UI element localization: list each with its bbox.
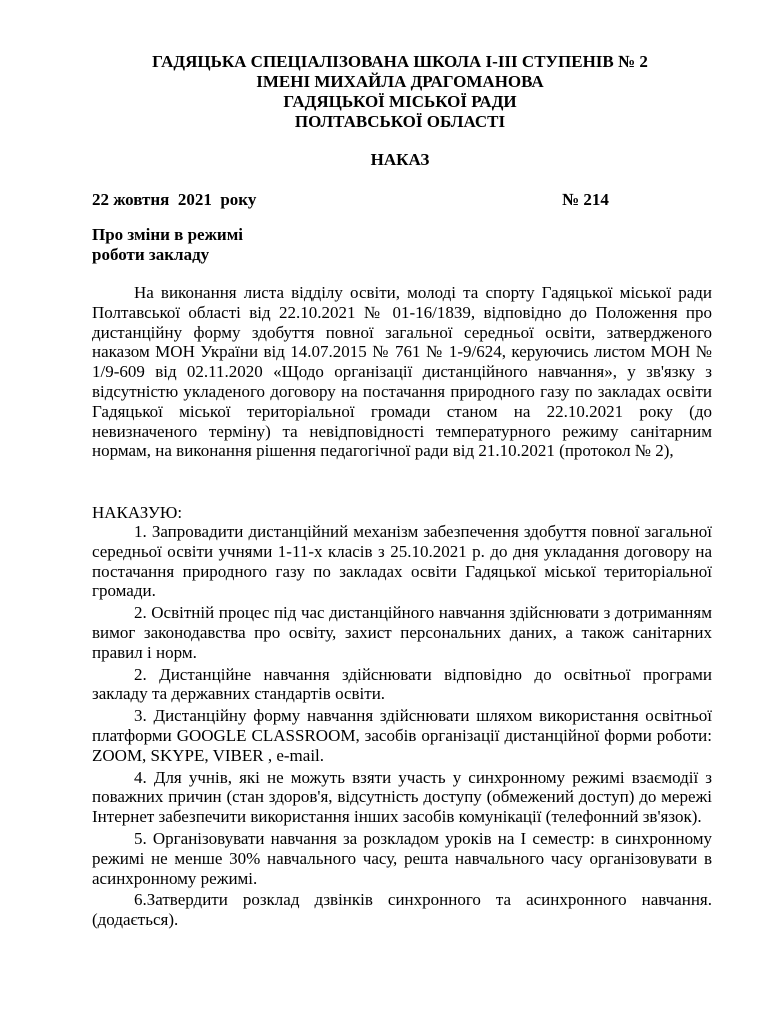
header-line-school: ГАДЯЦЬКА СПЕЦІАЛІЗОВАНА ШКОЛА І-ІІІ СТУПЕНІВ № 2 — [152, 52, 648, 71]
subject-line-1: Про зміни в режимі — [92, 225, 244, 244]
order-item: 1. Запровадити дистанційний механізм забезпечення здобуття повної загальної середньої освіти учнями 1-11-х класів з 25.10.2021 р. до дня укладання договору на постачання природного газу по закладах освіти Гадяцької міської територіальної громади. — [92, 522, 712, 601]
header-line-named-after: ІМЕНІ МИХАЙЛА ДРАГОМАНОВА — [256, 72, 544, 91]
order-label: НАКАЗУЮ: — [92, 503, 183, 522]
order-item: 6.Затвердити розклад дзвінків синхронного та асинхронного навчання. (додається). — [92, 890, 712, 930]
order-date: 22 жовтня 2021 року — [92, 190, 257, 209]
preamble-section — [92, 283, 712, 461]
order-item: 3. Дистанційну форму навчання здійснювати шляхом використання освітньої платформи GOOGLE CLASSROOM, засобів організації дистанційної форми роботи: ZOOM, SKYPE, VIBER , e-mail. — [92, 706, 712, 765]
order-item: 5. Організовувати навчання за розкладом уроків на І семестр: в синхронному режимі не менше 30% навчального часу, решта навчального часу організовувати в асинхронному режимі. — [92, 828, 712, 888]
preamble-paragraph: На виконання листа відділу освіти, молоді та спорту Гадяцької міської ради Полтавської області від 22.10.2021 № 01-16/1839, відповідно до Положення про дистанційну форму здобуття повної загальної середньої освіти, затвердженого наказом МОН України від 14.07.2015 № 761 № 1-9/624, керуючись листом МОН № 1/9-609 від 02.11.2020 «Щодо організації дистанційного навчання», у зв'язку з відсутністю укладеного договору на постачання природного газу по закладах освіти Гадяцької міської територіальної громади станом на 22.10.2021 року (до невизначеного терміну) та невідповідності температурного режиму санітарним нормам, на виконання рішення педагогічної ради від 21.10.2021 (протокол № 2), — [92, 283, 712, 461]
document-title: НАКАЗ — [370, 150, 430, 169]
order-number: № 214 — [562, 190, 609, 209]
order-item: 4. Для учнів, які не можуть взяти участь у синхронному режимі взаємодії з поважних причин (стан здоров'я, відсутність доступу (обмежений доступ) до мережі Інтернет забезпечити використання інших засобів комунікації (телефонний зв'язок). — [92, 767, 712, 827]
header-line-region: ПОЛТАВСЬКОЇ ОБЛАСТІ — [294, 112, 506, 131]
subject-line-2: роботи закладу — [92, 245, 210, 264]
order-item: 2. Дистанційне навчання здійснювати відповідно до освітньої програми закладу та державних стандартів освіти. — [92, 664, 712, 704]
school-header — [0, 52, 768, 132]
header-line-council: ГАДЯЦЬКОЇ МІСЬКОЇ РАДИ — [283, 92, 517, 111]
order-subject — [92, 225, 243, 265]
order-item: 2. Освітній процес під час дистанційного навчання здійснювати з дотриманням вимог законодавства про освіту, захист персональних даних, а також санітарних правил і норм. — [92, 603, 712, 662]
order-items-list — [92, 522, 712, 932]
